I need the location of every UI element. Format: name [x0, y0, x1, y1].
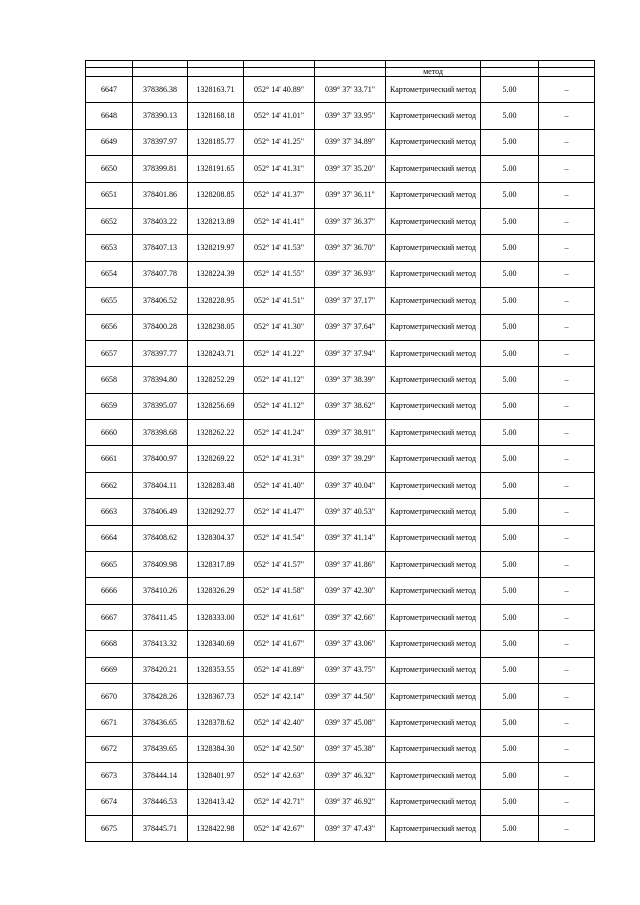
x-coordinate-cell: 378410.26: [133, 578, 188, 604]
method-cell: Картометрический метод: [386, 789, 481, 815]
y-coordinate-cell: 1328384.30: [188, 736, 244, 762]
table-row: [86, 103, 595, 129]
note-cell: –: [539, 657, 595, 683]
accuracy-cell: 5.00: [481, 77, 539, 103]
x-coordinate-cell: 378413.32: [133, 631, 188, 657]
point-number-cell: 6673: [86, 763, 133, 789]
method-cell: Картометрический метод: [386, 420, 481, 446]
point-number-cell: 6651: [86, 182, 133, 208]
method-cell: Картометрический метод: [386, 472, 481, 498]
continuation-method-cell: метод: [386, 68, 481, 77]
y-coordinate-cell: 1328401.97: [188, 763, 244, 789]
y-coordinate-cell: 1328224.39: [188, 261, 244, 287]
latitude-cell: 052° 14' 41.31": [244, 446, 315, 472]
y-coordinate-cell: 1328304.37: [188, 525, 244, 551]
accuracy-cell: 5.00: [481, 552, 539, 578]
accuracy-cell: 5.00: [481, 472, 539, 498]
note-cell: –: [539, 552, 595, 578]
note-cell: –: [539, 631, 595, 657]
accuracy-cell: 5.00: [481, 631, 539, 657]
latitude-cell: 052° 14' 41.54": [244, 525, 315, 551]
point-number-cell: 6663: [86, 499, 133, 525]
note-cell: –: [539, 182, 595, 208]
longitude-cell: 039° 37' 36.11": [315, 182, 386, 208]
table-row: [86, 657, 595, 683]
x-coordinate-cell: 378390.13: [133, 103, 188, 129]
latitude-cell: 052° 14' 40.89": [244, 77, 315, 103]
table-row: [86, 182, 595, 208]
point-number-cell: 6674: [86, 789, 133, 815]
method-cell: Картометрический метод: [386, 578, 481, 604]
y-coordinate-cell: 1328219.97: [188, 235, 244, 261]
note-cell: –: [539, 578, 595, 604]
method-cell: Картометрический метод: [386, 393, 481, 419]
x-coordinate-cell: 378401.86: [133, 182, 188, 208]
method-cell: Картометрический метод: [386, 314, 481, 340]
longitude-cell: 039° 37' 42.30": [315, 578, 386, 604]
latitude-cell: 052° 14' 42.67": [244, 815, 315, 841]
point-number-cell: 6667: [86, 604, 133, 630]
point-number-cell: 6654: [86, 261, 133, 287]
table-row: [86, 631, 595, 657]
point-number-cell: 6649: [86, 129, 133, 155]
latitude-cell: 052° 14' 41.12": [244, 393, 315, 419]
accuracy-cell: 5.00: [481, 208, 539, 234]
note-cell: –: [539, 367, 595, 393]
accuracy-cell: 5.00: [481, 815, 539, 841]
x-coordinate-cell: 378394.80: [133, 367, 188, 393]
accuracy-cell: 5.00: [481, 340, 539, 366]
accuracy-cell: 5.00: [481, 235, 539, 261]
coordinates-table: [85, 60, 595, 842]
point-number-cell: 6657: [86, 340, 133, 366]
x-coordinate-cell: 378407.78: [133, 261, 188, 287]
longitude-cell: 039° 37' 47.43": [315, 815, 386, 841]
table-row: [86, 552, 595, 578]
table-row: [86, 288, 595, 314]
point-number-cell: 6652: [86, 208, 133, 234]
note-cell: –: [539, 129, 595, 155]
y-coordinate-cell: 1328269.22: [188, 446, 244, 472]
point-number-cell: 6650: [86, 156, 133, 182]
y-coordinate-cell: 1328252.29: [188, 367, 244, 393]
x-coordinate-cell: 378428.26: [133, 683, 188, 709]
point-number-cell: 6658: [86, 367, 133, 393]
x-coordinate-cell: 378446.53: [133, 789, 188, 815]
table-row: [86, 604, 595, 630]
accuracy-cell: 5.00: [481, 182, 539, 208]
table-body: [86, 61, 595, 842]
latitude-cell: 052° 14' 41.30": [244, 314, 315, 340]
longitude-cell: 039° 37' 46.32": [315, 763, 386, 789]
method-cell: Картометрический метод: [386, 446, 481, 472]
latitude-cell: 052° 14' 41.41": [244, 208, 315, 234]
note-cell: –: [539, 604, 595, 630]
longitude-cell: 039° 37' 36.70": [315, 235, 386, 261]
point-number-cell: 6664: [86, 525, 133, 551]
accuracy-cell: 5.00: [481, 789, 539, 815]
y-coordinate-cell: 1328413.42: [188, 789, 244, 815]
point-number-cell: 6655: [86, 288, 133, 314]
longitude-cell: 039° 37' 37.94": [315, 340, 386, 366]
accuracy-cell: 5.00: [481, 604, 539, 630]
x-coordinate-cell: 378406.49: [133, 499, 188, 525]
table-row: [86, 472, 595, 498]
accuracy-cell: 5.00: [481, 261, 539, 287]
y-coordinate-cell: 1328191.65: [188, 156, 244, 182]
x-coordinate-cell: 378439.65: [133, 736, 188, 762]
method-cell: Картометрический метод: [386, 683, 481, 709]
table-row: [86, 393, 595, 419]
longitude-cell: 039° 37' 42.66": [315, 604, 386, 630]
note-cell: –: [539, 446, 595, 472]
note-cell: –: [539, 472, 595, 498]
table-header-blank-row: [86, 61, 595, 68]
note-cell: –: [539, 763, 595, 789]
x-coordinate-cell: 378398.68: [133, 420, 188, 446]
y-coordinate-cell: 1328353.55: [188, 657, 244, 683]
longitude-cell: 039° 37' 38.39": [315, 367, 386, 393]
accuracy-cell: 5.00: [481, 129, 539, 155]
accuracy-cell: 5.00: [481, 156, 539, 182]
latitude-cell: 052° 14' 42.40": [244, 710, 315, 736]
longitude-cell: 039° 37' 38.91": [315, 420, 386, 446]
table-row: [86, 367, 595, 393]
latitude-cell: 052° 14' 41.22": [244, 340, 315, 366]
table-row: [86, 736, 595, 762]
table-row: [86, 789, 595, 815]
point-number-cell: 6662: [86, 472, 133, 498]
y-coordinate-cell: 1328256.69: [188, 393, 244, 419]
latitude-cell: 052° 14' 41.37": [244, 182, 315, 208]
x-coordinate-cell: 378404.11: [133, 472, 188, 498]
y-coordinate-cell: 1328292.77: [188, 499, 244, 525]
note-cell: –: [539, 77, 595, 103]
method-cell: Картометрический метод: [386, 499, 481, 525]
longitude-cell: 039° 37' 43.75": [315, 657, 386, 683]
table-row: [86, 683, 595, 709]
longitude-cell: 039° 37' 45.38": [315, 736, 386, 762]
table-row: [86, 77, 595, 103]
x-coordinate-cell: 378408.62: [133, 525, 188, 551]
accuracy-cell: 5.00: [481, 736, 539, 762]
latitude-cell: 052° 14' 41.67": [244, 631, 315, 657]
latitude-cell: 052° 14' 41.55": [244, 261, 315, 287]
method-cell: Картометрический метод: [386, 261, 481, 287]
latitude-cell: 052° 14' 41.24": [244, 420, 315, 446]
method-cell: Картометрический метод: [386, 208, 481, 234]
point-number-cell: 6653: [86, 235, 133, 261]
x-coordinate-cell: 378397.77: [133, 340, 188, 366]
longitude-cell: 039° 37' 34.89": [315, 129, 386, 155]
table-row: [86, 815, 595, 841]
point-number-cell: 6669: [86, 657, 133, 683]
latitude-cell: 052° 14' 41.89": [244, 657, 315, 683]
y-coordinate-cell: 1328340.69: [188, 631, 244, 657]
accuracy-cell: 5.00: [481, 314, 539, 340]
accuracy-cell: 5.00: [481, 710, 539, 736]
note-cell: –: [539, 420, 595, 446]
accuracy-cell: 5.00: [481, 446, 539, 472]
latitude-cell: 052° 14' 41.51": [244, 288, 315, 314]
point-number-cell: 6672: [86, 736, 133, 762]
method-cell: Картометрический метод: [386, 631, 481, 657]
x-coordinate-cell: 378436.65: [133, 710, 188, 736]
note-cell: –: [539, 736, 595, 762]
accuracy-cell: 5.00: [481, 420, 539, 446]
accuracy-cell: 5.00: [481, 499, 539, 525]
latitude-cell: 052° 14' 41.53": [244, 235, 315, 261]
note-cell: –: [539, 235, 595, 261]
y-coordinate-cell: 1328317.89: [188, 552, 244, 578]
method-cell: Картометрический метод: [386, 288, 481, 314]
note-cell: –: [539, 710, 595, 736]
latitude-cell: 052° 14' 41.31": [244, 156, 315, 182]
x-coordinate-cell: 378399.81: [133, 156, 188, 182]
table-row: [86, 156, 595, 182]
note-cell: –: [539, 393, 595, 419]
table-row: [86, 129, 595, 155]
y-coordinate-cell: 1328283.48: [188, 472, 244, 498]
x-coordinate-cell: 378411.45: [133, 604, 188, 630]
table-row: [86, 420, 595, 446]
point-number-cell: 6665: [86, 552, 133, 578]
method-cell: Картометрический метод: [386, 525, 481, 551]
method-cell: Картометрический метод: [386, 235, 481, 261]
latitude-cell: 052° 14' 42.71": [244, 789, 315, 815]
longitude-cell: 039° 37' 46.92": [315, 789, 386, 815]
y-coordinate-cell: 1328208.85: [188, 182, 244, 208]
note-cell: –: [539, 340, 595, 366]
y-coordinate-cell: 1328378.62: [188, 710, 244, 736]
x-coordinate-cell: 378445.71: [133, 815, 188, 841]
continuation-row: [86, 68, 595, 77]
accuracy-cell: 5.00: [481, 683, 539, 709]
point-number-cell: 6666: [86, 578, 133, 604]
method-cell: Картометрический метод: [386, 340, 481, 366]
latitude-cell: 052° 14' 41.40": [244, 472, 315, 498]
latitude-cell: 052° 14' 41.57": [244, 552, 315, 578]
table-row: [86, 499, 595, 525]
longitude-cell: 039° 37' 36.37": [315, 208, 386, 234]
y-coordinate-cell: 1328238.05: [188, 314, 244, 340]
y-coordinate-cell: 1328333.00: [188, 604, 244, 630]
y-coordinate-cell: 1328262.22: [188, 420, 244, 446]
longitude-cell: 039° 37' 33.95": [315, 103, 386, 129]
method-cell: Картометрический метод: [386, 103, 481, 129]
method-cell: Картометрический метод: [386, 736, 481, 762]
x-coordinate-cell: 378400.97: [133, 446, 188, 472]
y-coordinate-cell: 1328326.29: [188, 578, 244, 604]
accuracy-cell: 5.00: [481, 657, 539, 683]
note-cell: –: [539, 789, 595, 815]
longitude-cell: 039° 37' 37.64": [315, 314, 386, 340]
point-number-cell: 6671: [86, 710, 133, 736]
latitude-cell: 052° 14' 41.58": [244, 578, 315, 604]
y-coordinate-cell: 1328163.71: [188, 77, 244, 103]
y-coordinate-cell: 1328213.89: [188, 208, 244, 234]
x-coordinate-cell: 378397.97: [133, 129, 188, 155]
accuracy-cell: 5.00: [481, 393, 539, 419]
y-coordinate-cell: 1328185.77: [188, 129, 244, 155]
method-cell: Картометрический метод: [386, 77, 481, 103]
note-cell: –: [539, 525, 595, 551]
x-coordinate-cell: 378386.38: [133, 77, 188, 103]
x-coordinate-cell: 378400.28: [133, 314, 188, 340]
accuracy-cell: 5.00: [481, 103, 539, 129]
method-cell: Картометрический метод: [386, 657, 481, 683]
longitude-cell: 039° 37' 41.14": [315, 525, 386, 551]
longitude-cell: 039° 37' 36.93": [315, 261, 386, 287]
accuracy-cell: 5.00: [481, 525, 539, 551]
longitude-cell: 039° 37' 39.29": [315, 446, 386, 472]
accuracy-cell: 5.00: [481, 578, 539, 604]
method-cell: Картометрический метод: [386, 367, 481, 393]
table-row: [86, 314, 595, 340]
latitude-cell: 052° 14' 41.47": [244, 499, 315, 525]
latitude-cell: 052° 14' 42.63": [244, 763, 315, 789]
note-cell: –: [539, 815, 595, 841]
x-coordinate-cell: 378444.14: [133, 763, 188, 789]
longitude-cell: 039° 37' 44.50": [315, 683, 386, 709]
table-row: [86, 578, 595, 604]
table-row: [86, 763, 595, 789]
longitude-cell: 039° 37' 38.62": [315, 393, 386, 419]
x-coordinate-cell: 378409.98: [133, 552, 188, 578]
y-coordinate-cell: 1328422.98: [188, 815, 244, 841]
point-number-cell: 6668: [86, 631, 133, 657]
method-cell: Картометрический метод: [386, 182, 481, 208]
method-cell: Картометрический метод: [386, 156, 481, 182]
point-number-cell: 6647: [86, 77, 133, 103]
note-cell: –: [539, 208, 595, 234]
y-coordinate-cell: 1328367.73: [188, 683, 244, 709]
note-cell: –: [539, 288, 595, 314]
point-number-cell: 6659: [86, 393, 133, 419]
x-coordinate-cell: 378406.52: [133, 288, 188, 314]
latitude-cell: 052° 14' 42.50": [244, 736, 315, 762]
table-row: [86, 446, 595, 472]
y-coordinate-cell: 1328228.95: [188, 288, 244, 314]
note-cell: –: [539, 261, 595, 287]
point-number-cell: 6675: [86, 815, 133, 841]
table-row: [86, 261, 595, 287]
note-cell: –: [539, 499, 595, 525]
accuracy-cell: 5.00: [481, 763, 539, 789]
x-coordinate-cell: 378395.07: [133, 393, 188, 419]
longitude-cell: 039° 37' 37.17": [315, 288, 386, 314]
table-row: [86, 340, 595, 366]
method-cell: Картометрический метод: [386, 763, 481, 789]
longitude-cell: 039° 37' 40.04": [315, 472, 386, 498]
y-coordinate-cell: 1328168.18: [188, 103, 244, 129]
point-number-cell: 6648: [86, 103, 133, 129]
y-coordinate-cell: 1328243.71: [188, 340, 244, 366]
longitude-cell: 039° 37' 43.06": [315, 631, 386, 657]
table-row: [86, 710, 595, 736]
point-number-cell: 6656: [86, 314, 133, 340]
method-cell: Картометрический метод: [386, 552, 481, 578]
note-cell: –: [539, 103, 595, 129]
point-number-cell: 6661: [86, 446, 133, 472]
note-cell: –: [539, 314, 595, 340]
latitude-cell: 052° 14' 42.14": [244, 683, 315, 709]
x-coordinate-cell: 378420.21: [133, 657, 188, 683]
latitude-cell: 052° 14' 41.25": [244, 129, 315, 155]
latitude-cell: 052° 14' 41.01": [244, 103, 315, 129]
method-cell: Картометрический метод: [386, 129, 481, 155]
longitude-cell: 039° 37' 35.20": [315, 156, 386, 182]
longitude-cell: 039° 37' 33.71": [315, 77, 386, 103]
x-coordinate-cell: 378403.22: [133, 208, 188, 234]
method-cell: Картометрический метод: [386, 604, 481, 630]
table-row: [86, 525, 595, 551]
note-cell: –: [539, 156, 595, 182]
method-cell: Картометрический метод: [386, 710, 481, 736]
latitude-cell: 052° 14' 41.61": [244, 604, 315, 630]
table-row: [86, 208, 595, 234]
table-row: [86, 235, 595, 261]
accuracy-cell: 5.00: [481, 367, 539, 393]
note-cell: –: [539, 683, 595, 709]
point-number-cell: 6670: [86, 683, 133, 709]
x-coordinate-cell: 378407.13: [133, 235, 188, 261]
longitude-cell: 039° 37' 40.53": [315, 499, 386, 525]
longitude-cell: 039° 37' 41.86": [315, 552, 386, 578]
point-number-cell: 6660: [86, 420, 133, 446]
accuracy-cell: 5.00: [481, 288, 539, 314]
latitude-cell: 052° 14' 41.12": [244, 367, 315, 393]
method-cell: Картометрический метод: [386, 815, 481, 841]
longitude-cell: 039° 37' 45.08": [315, 710, 386, 736]
